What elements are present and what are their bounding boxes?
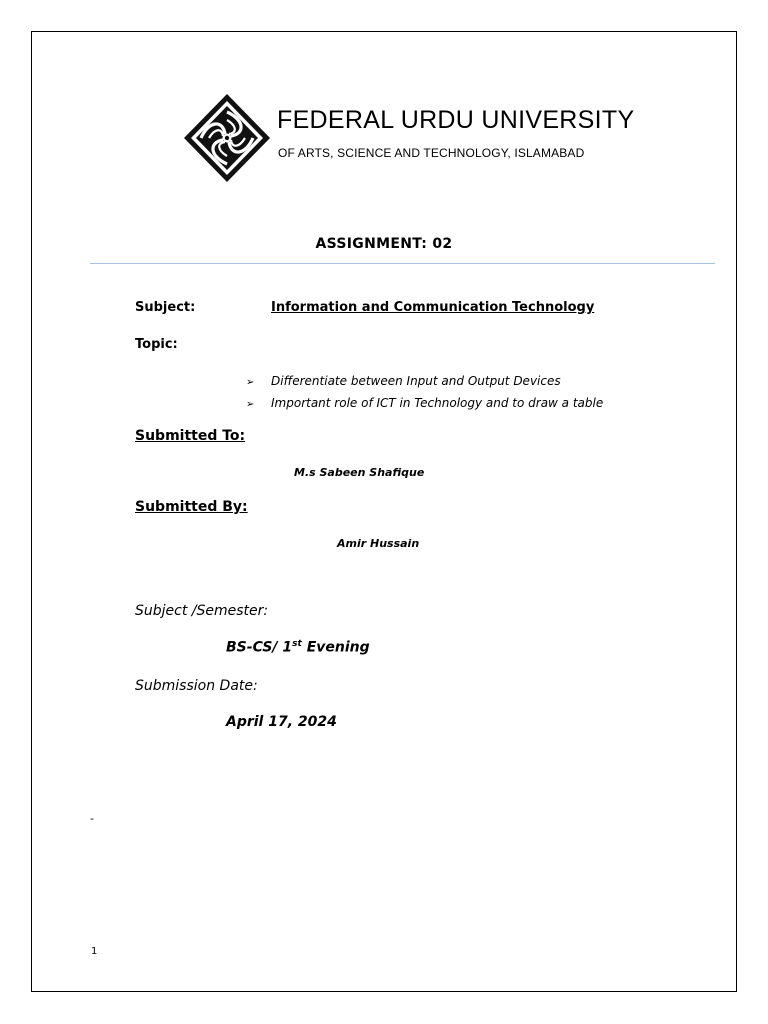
university-subtitle: OF ARTS, SCIENCE AND TECHNOLOGY, ISLAMABAD (278, 146, 585, 160)
topic-item-text: Differentiate between Input and Output Devices (271, 374, 561, 388)
submitted-by-name: Amir Hussain (337, 537, 420, 550)
university-name: FEDERAL URDU UNIVERSITY (277, 106, 635, 134)
title-divider (90, 263, 715, 264)
submitted-to-heading: Submitted To: (135, 428, 246, 444)
topic-list (246, 371, 603, 415)
arrow-bullet-icon: ➢ (246, 377, 255, 388)
university-logo (183, 92, 633, 184)
assignment-title: ASSIGNMENT: 02 (315, 236, 453, 252)
topic-item-text: Important role of ICT in Technology and to draw a table (271, 396, 604, 410)
list-item (246, 371, 603, 393)
page-number: 1 (91, 946, 98, 957)
submitted-by-heading: Submitted By: (135, 499, 248, 515)
arrow-bullet-icon: ➢ (246, 399, 255, 410)
semester-label: Subject /Semester: (135, 603, 269, 619)
topic-label: Topic: (135, 337, 178, 352)
subject-label: Subject: (135, 300, 196, 315)
submission-date-label: Submission Date: (135, 678, 258, 694)
subject-value: Information and Communication Technology (271, 300, 595, 315)
list-item (246, 393, 603, 415)
stray-dash: - (90, 812, 94, 825)
submission-date-value: April 17, 2024 (226, 714, 337, 730)
semester-value: BS-CS/ 1st Evening (226, 639, 370, 656)
university-seal-icon (183, 92, 273, 184)
submitted-to-name: M.s Sabeen Shafique (294, 466, 425, 479)
